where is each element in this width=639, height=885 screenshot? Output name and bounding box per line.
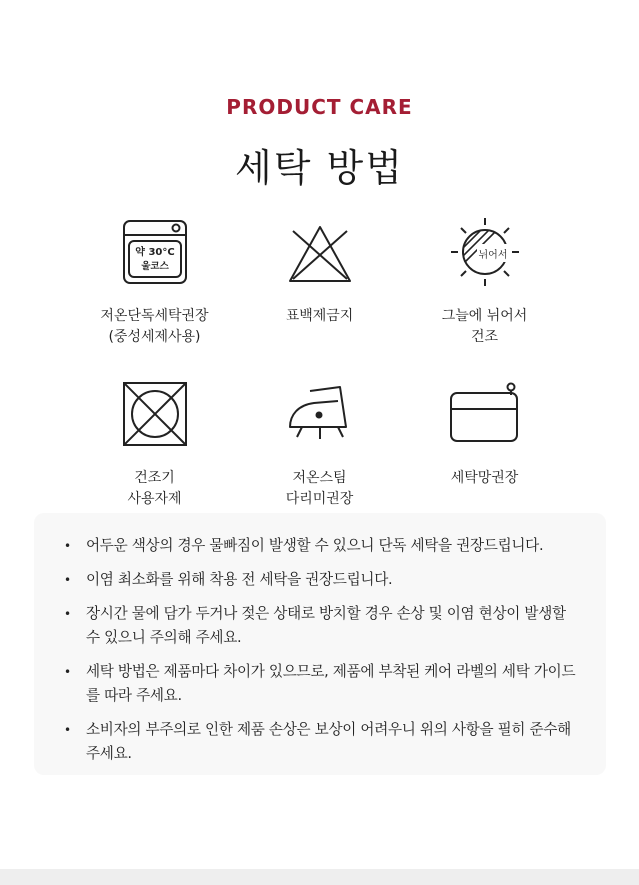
notice-item: • 이염 최소화를 위해 착용 전 세탁을 권장드립니다. xyxy=(70,568,582,592)
care-item-label: 세탁망권장 xyxy=(450,470,519,486)
care-item-net xyxy=(402,374,567,510)
laundry-net-icon xyxy=(445,374,525,454)
dry-flat-text: 뉘어서 xyxy=(478,250,507,261)
no-tumble-dry-icon xyxy=(115,374,195,454)
care-item-label: 저온단독세탁권장 (중성세제사용) xyxy=(100,308,209,345)
care-item-tumble xyxy=(72,374,237,510)
care-item-iron xyxy=(237,374,402,510)
care-item-label: 저온스팀 다리미권장 xyxy=(285,470,354,507)
care-notice-panel xyxy=(34,513,606,775)
notice-item: • 세탁 방법은 제품마다 차이가 있으므로, 제품에 부착된 케어 라벨의 세탁 가이드를 따라 주세요. xyxy=(70,660,582,708)
iron-low-icon xyxy=(280,374,360,454)
wash-course-text: 울코스 xyxy=(140,261,169,272)
notice-item: • 소비자의 부주의로 인한 제품 손상은 보상이 어려우니 위의 사항을 필히 준수해 주세요. xyxy=(70,718,582,766)
wash-temp-text: 약 30°C xyxy=(134,247,175,258)
care-item-label: 그늘에 뉘어서 건조 xyxy=(441,308,528,345)
page-title: 세탁 방법 xyxy=(235,146,404,190)
shade-dry-flat-icon xyxy=(445,212,525,292)
care-item-dry-flat xyxy=(402,212,567,348)
care-item-label: 건조기 사용자제 xyxy=(127,470,182,507)
wash-30c-wool-icon xyxy=(115,212,195,292)
notice-item: • 어두운 색상의 경우 물빠짐이 발생할 수 있으니 단독 세탁을 권장드립니다. xyxy=(70,534,582,558)
no-bleach-icon xyxy=(280,212,360,292)
notice-list xyxy=(34,513,606,766)
care-item-label: 표백제금지 xyxy=(285,308,354,324)
footer-divider xyxy=(0,869,639,885)
notice-item: • 장시간 물에 담가 두거나 젖은 상태로 방치할 경우 손상 및 이염 현상이 발생할 수 있으니 주의해 주세요. xyxy=(70,602,582,650)
care-item-wash xyxy=(72,212,237,348)
care-item-bleach xyxy=(237,212,402,348)
section-eyebrow: PRODUCT CARE xyxy=(226,95,413,119)
care-icon-grid xyxy=(72,212,567,510)
